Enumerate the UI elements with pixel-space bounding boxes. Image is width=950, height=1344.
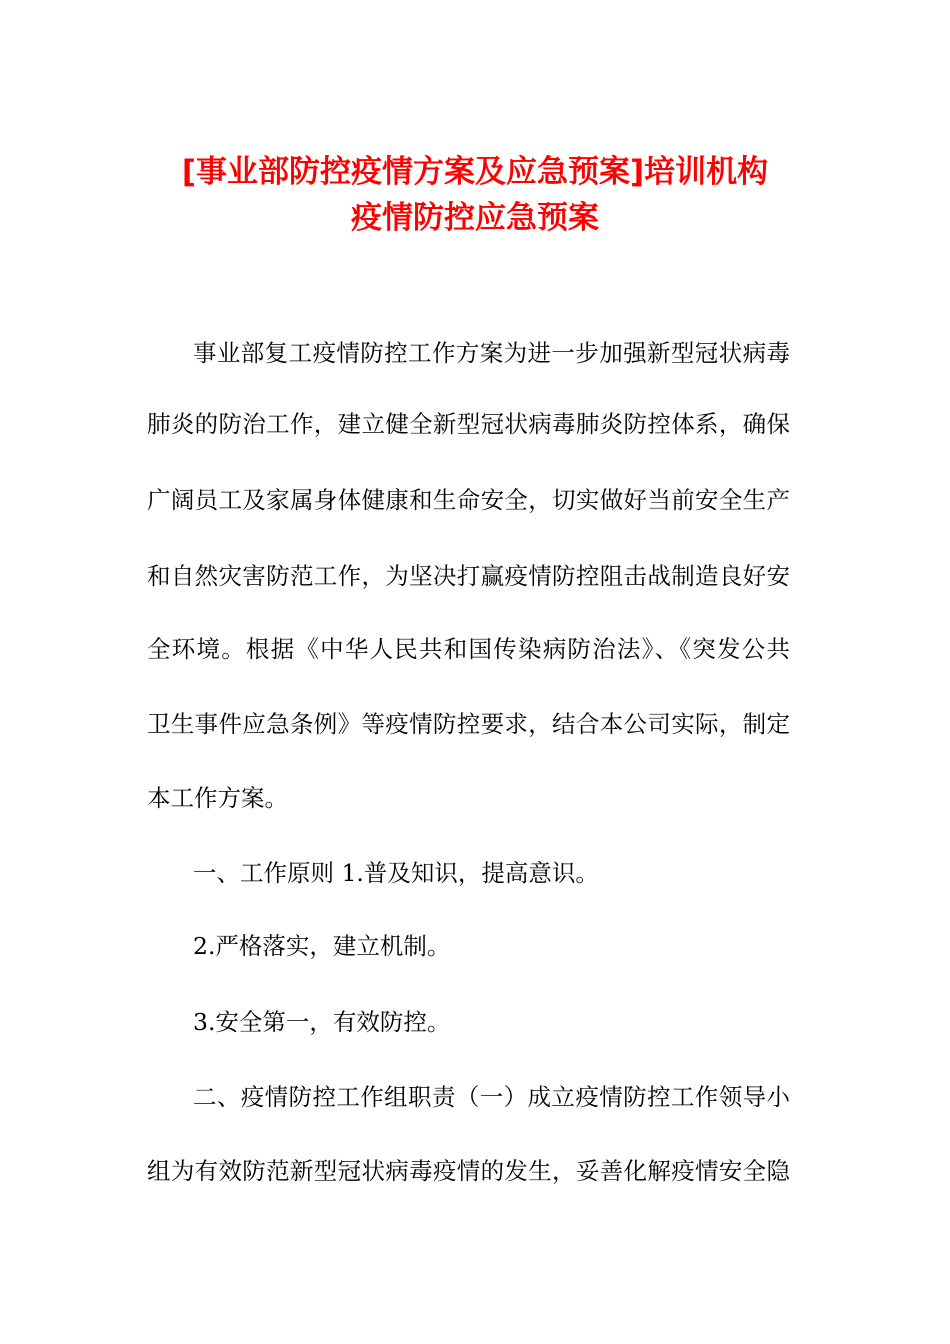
section-heading-responsibilities: 二、疫情防控工作组职责（一）成立疫情防控工作领导小 — [193, 1083, 790, 1111]
body-text-line: 广阔员工及家属身体健康和生命安全，切实做好当前安全生产 — [147, 486, 790, 514]
document-title-line-2: 疫情防控应急预案 — [351, 200, 599, 236]
body-text-line: 全环境。根据《中华人民共和国传染病防治法》、《突发公共 — [147, 635, 790, 663]
body-text-line: 事业部复工疫情防控工作方案为进一步加强新型冠状病毒 — [193, 339, 790, 367]
body-text-line: 和自然灾害防范工作，为坚决打赢疫情防控阻击战制造良好安 — [147, 562, 790, 590]
body-text-line: 组为有效防范新型冠状病毒疫情的发生，妥善化解疫情安全隐 — [147, 1157, 790, 1185]
document-title-line-1: [事业部防控疫情方案及应急预案]培训机构 — [181, 154, 769, 190]
list-item: 3.安全第一，有效防控。 — [193, 1008, 451, 1036]
section-heading-principles: 一、工作原则 1.普及知识，提高意识。 — [193, 859, 599, 887]
body-text-line: 卫生事件应急条例》等疫情防控要求，结合本公司实际，制定 — [147, 710, 790, 738]
body-text-line: 本工作方案。 — [147, 784, 288, 812]
list-item: 2.严格落实，建立机制。 — [193, 932, 451, 960]
body-text-line: 肺炎的防治工作，建立健全新型冠状病毒肺炎防控体系，确保 — [147, 410, 790, 438]
